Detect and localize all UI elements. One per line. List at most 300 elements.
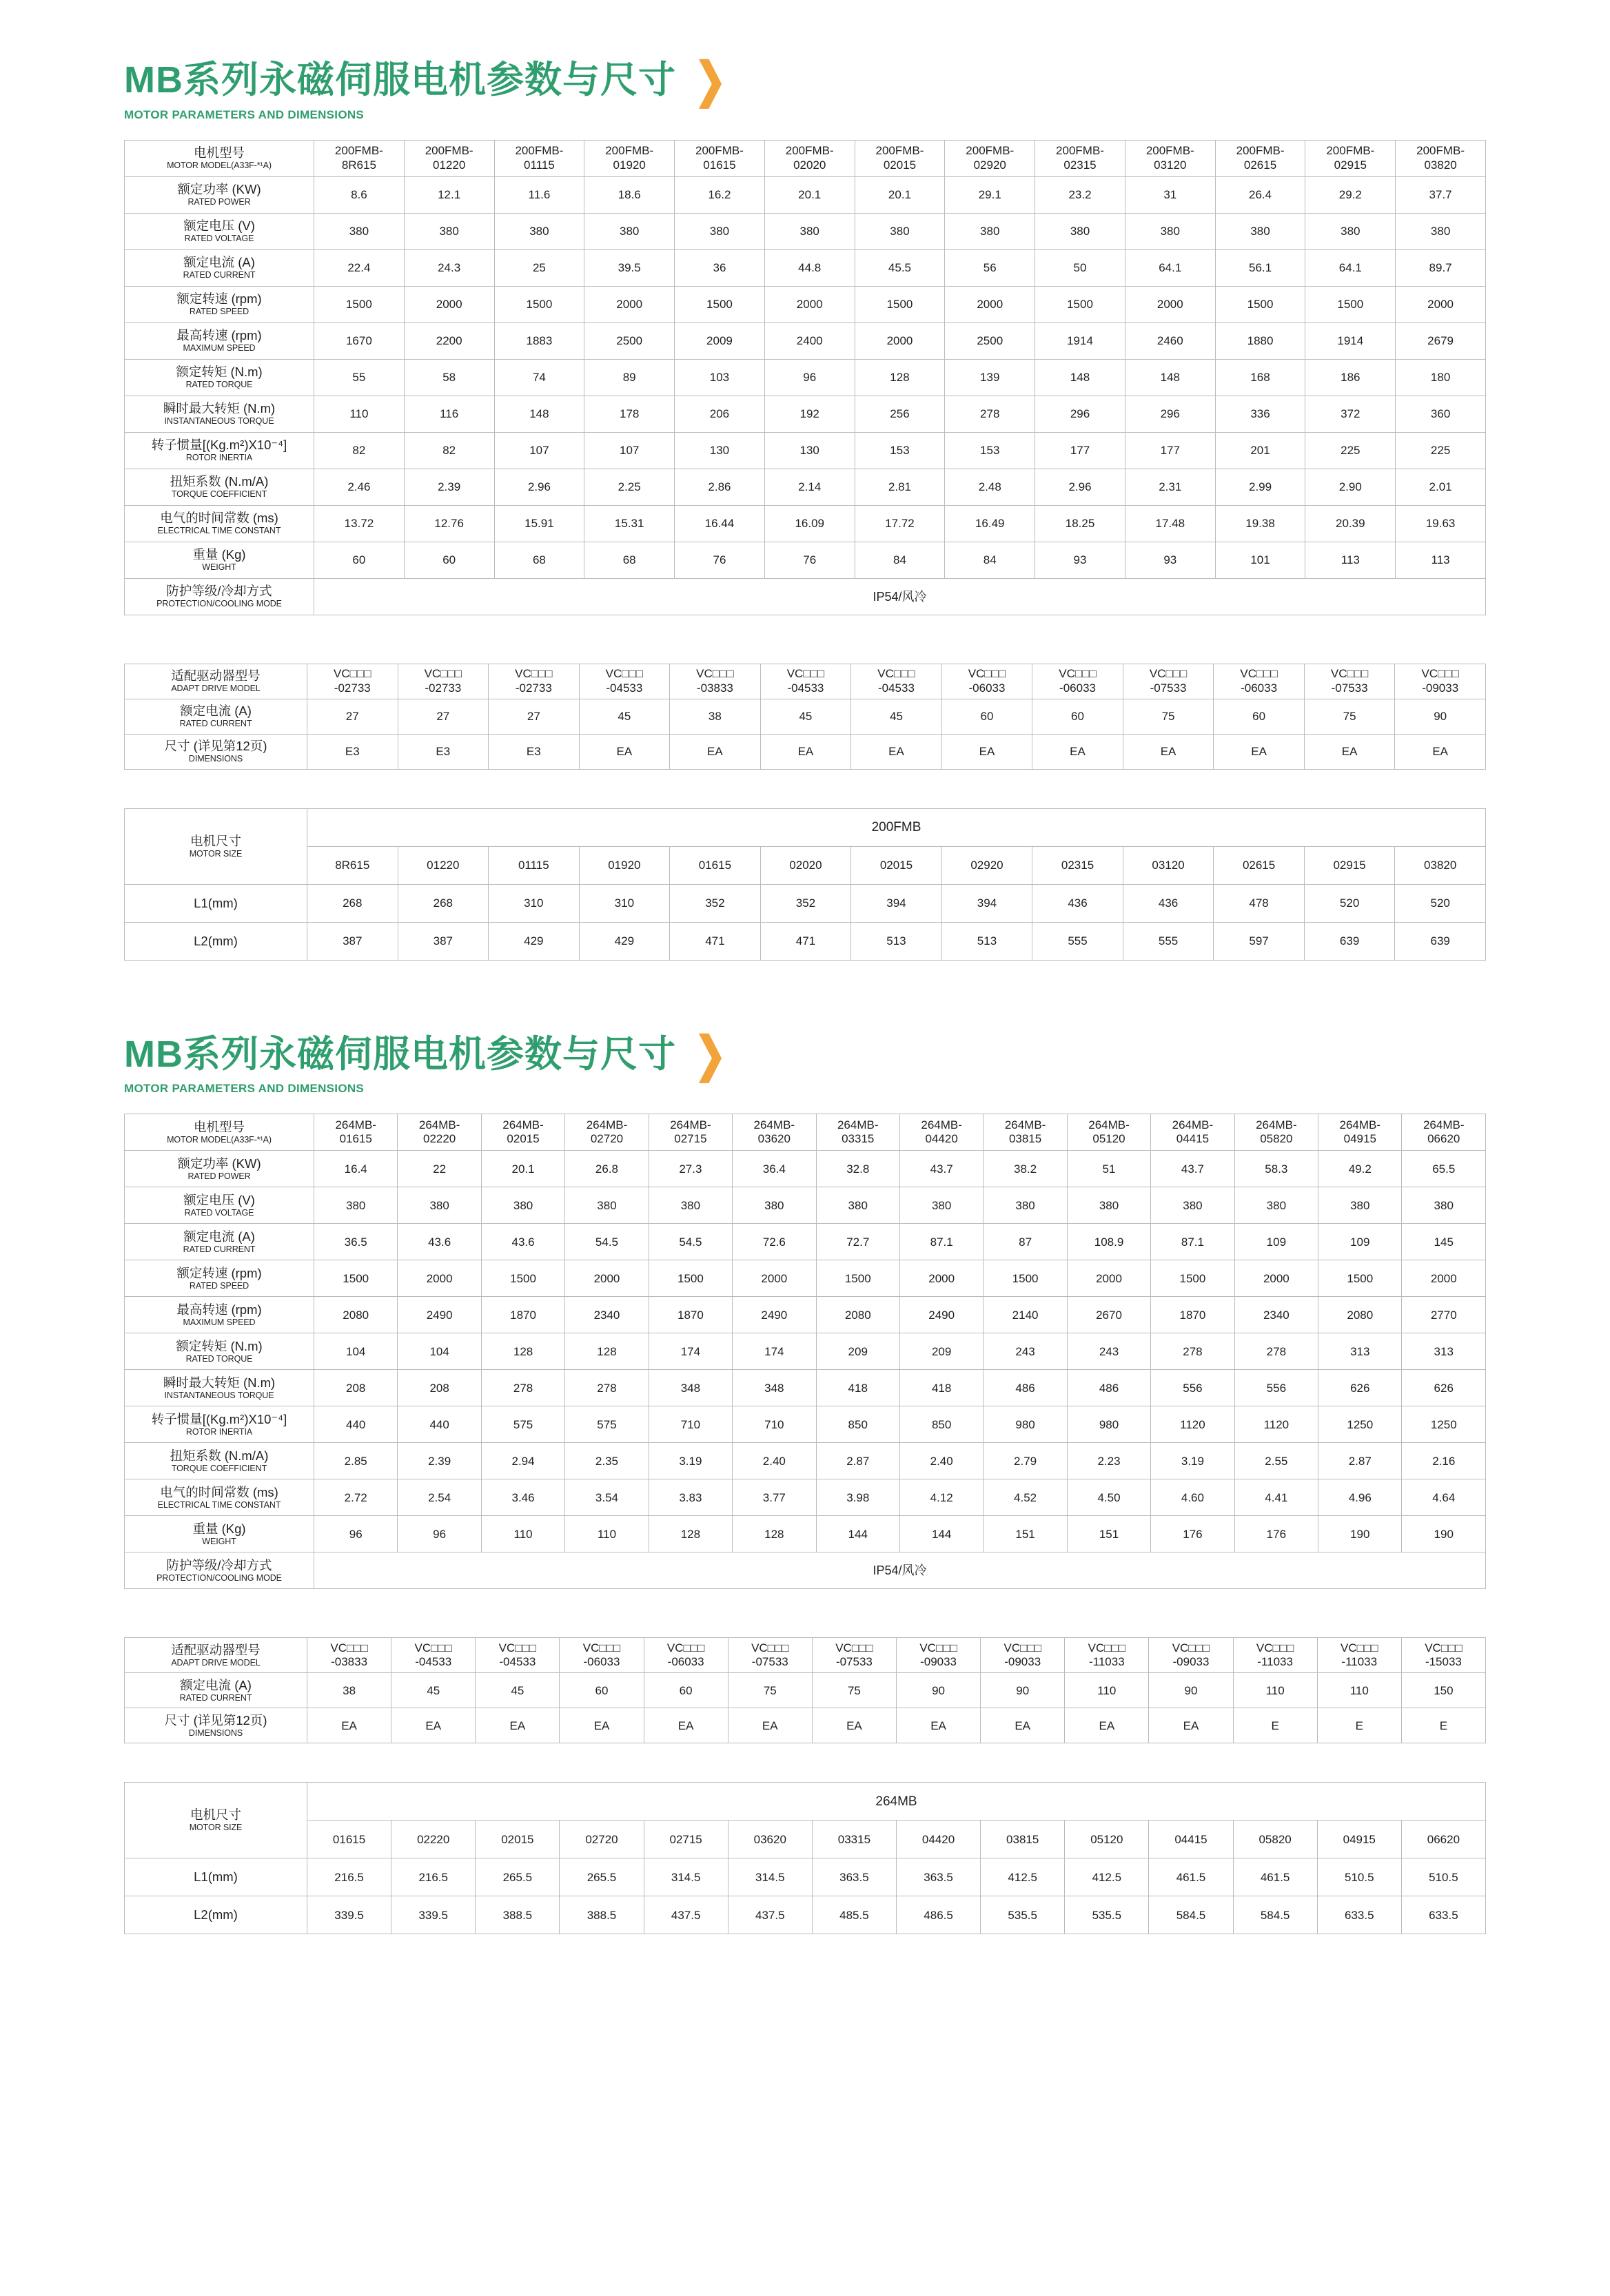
data-cell: 348 [733, 1370, 816, 1406]
data-cell: 639 [1304, 922, 1395, 960]
model-header-cell [481, 1114, 564, 1151]
row-label-en: RATED VOLTAGE [184, 1207, 254, 1218]
data-cell: 20.1 [855, 176, 945, 213]
drive-suffix: -06033 [1059, 681, 1096, 695]
data-cell: 1870 [1151, 1297, 1234, 1333]
table-row [125, 1708, 1486, 1743]
row-label [125, 1638, 307, 1673]
data-cell: 1500 [816, 1260, 899, 1297]
data-cell: 3.19 [1151, 1443, 1234, 1479]
data-cell: 2.14 [764, 469, 855, 505]
data-cell: 16.4 [314, 1151, 398, 1187]
drive-suffix: -11033 [1088, 1655, 1125, 1669]
chevron-right-icon: ❯ [693, 52, 726, 107]
row-label-en: MAXIMUM SPEED [183, 1317, 256, 1327]
model-header-cell [1318, 1114, 1402, 1151]
data-cell: 168 [1215, 359, 1305, 396]
drive-prefix: VC□□□ [1059, 667, 1097, 681]
model-header-cell [1067, 1114, 1150, 1151]
data-cell: 4.41 [1234, 1479, 1318, 1516]
drive-model-cell [981, 1638, 1065, 1673]
data-cell: 265.5 [476, 1858, 560, 1896]
size-code-cell: 02015 [476, 1821, 560, 1858]
drive-suffix: -11033 [1341, 1655, 1378, 1669]
data-cell: 87.1 [1151, 1224, 1234, 1260]
data-cell: 278 [565, 1370, 649, 1406]
data-cell: 82 [404, 432, 494, 469]
data-cell: 1500 [984, 1260, 1067, 1297]
table-row [125, 286, 1486, 322]
data-cell: 15.91 [494, 505, 584, 542]
data-cell: 1870 [649, 1297, 732, 1333]
data-cell: 2.72 [314, 1479, 398, 1516]
data-cell: 60 [941, 699, 1032, 734]
data-cell: 144 [816, 1516, 899, 1552]
data-cell: 60 [644, 1673, 728, 1708]
row-label-en: MOTOR SIZE [189, 1823, 243, 1833]
data-cell: 178 [584, 396, 675, 432]
data-cell: 486.5 [896, 1896, 980, 1934]
data-cell: 1500 [675, 286, 765, 322]
data-cell: 1500 [1318, 1260, 1402, 1297]
size-row-label-text: L2(mm) [194, 933, 238, 948]
model-suffix: 02020 [793, 158, 826, 172]
row-label-cn: 额定电流 (A) [180, 1677, 252, 1692]
data-cell: 75 [1123, 699, 1214, 734]
data-cell: 60 [404, 542, 494, 578]
drive-prefix: VC□□□ [1256, 1641, 1294, 1654]
drive-prefix: VC□□□ [877, 667, 915, 681]
row-label [125, 396, 314, 432]
data-cell: 2000 [565, 1260, 649, 1297]
table-row [125, 505, 1486, 542]
data-cell: 113 [1396, 542, 1486, 578]
row-label [125, 1673, 307, 1708]
data-cell: 1120 [1151, 1406, 1234, 1443]
data-cell: 128 [855, 359, 945, 396]
data-cell: E [1317, 1708, 1401, 1743]
model-prefix: 264MB- [670, 1118, 711, 1131]
table-row [125, 1516, 1486, 1552]
data-cell: 2460 [1125, 322, 1215, 359]
data-cell: 13.72 [314, 505, 405, 542]
size-code-cell: 02920 [941, 846, 1032, 884]
row-label [125, 1516, 314, 1552]
data-cell: 58.3 [1234, 1151, 1318, 1187]
data-cell: 485.5 [812, 1896, 896, 1934]
data-cell: EA [1214, 734, 1305, 769]
data-cell: 148 [1035, 359, 1125, 396]
drive-suffix: -02733 [334, 681, 371, 695]
data-cell: 16.09 [764, 505, 855, 542]
drive-suffix: -09033 [1004, 1655, 1041, 1669]
data-cell: 84 [855, 542, 945, 578]
size-code-cell: 03120 [1123, 846, 1214, 884]
model-header-cell [1402, 1114, 1486, 1151]
table-row [125, 1552, 1486, 1589]
data-cell: 268 [307, 884, 398, 922]
model-suffix: 03620 [757, 1132, 791, 1146]
data-cell: 176 [1234, 1516, 1318, 1552]
data-cell: 93 [1125, 542, 1215, 578]
data-cell: 177 [1125, 432, 1215, 469]
data-cell: 440 [398, 1406, 481, 1443]
data-cell: 461.5 [1233, 1858, 1317, 1896]
row-label-en: MOTOR MODEL(A33F-*¹A) [167, 161, 272, 171]
size-code-cell: 02220 [391, 1821, 476, 1858]
data-cell: 2490 [398, 1297, 481, 1333]
data-cell: 980 [984, 1406, 1067, 1443]
drive-suffix: -15033 [1425, 1655, 1462, 1669]
data-cell: EA [728, 1708, 812, 1743]
data-cell: 2.87 [816, 1443, 899, 1479]
data-cell: 2080 [1318, 1297, 1402, 1333]
row-label-cn: 额定转矩 (N.m) [176, 365, 263, 380]
data-cell: 363.5 [812, 1858, 896, 1896]
data-cell: 201 [1215, 432, 1305, 469]
size-code-cell: 04420 [896, 1821, 980, 1858]
data-cell: 74 [494, 359, 584, 396]
data-cell: 348 [649, 1370, 732, 1406]
model-suffix: 8R615 [341, 158, 376, 172]
data-cell: 513 [851, 922, 942, 960]
data-cell: 1250 [1318, 1406, 1402, 1443]
row-label [125, 1443, 314, 1479]
motor-parameters-table [124, 1114, 1486, 1589]
drive-prefix: VC□□□ [1240, 667, 1278, 681]
data-cell: 2000 [855, 322, 945, 359]
row-label [125, 432, 314, 469]
data-cell: 110 [1233, 1673, 1317, 1708]
model-prefix: 264MB- [1423, 1118, 1465, 1131]
data-cell: 310 [489, 884, 580, 922]
data-cell: 555 [1032, 922, 1123, 960]
model-prefix: 200FMB- [334, 144, 383, 158]
data-cell: 1500 [494, 286, 584, 322]
drive-model-cell [579, 664, 670, 699]
data-cell: 243 [984, 1333, 1067, 1370]
data-cell: 412.5 [1065, 1858, 1149, 1896]
data-cell: 437.5 [644, 1896, 728, 1934]
data-cell: 55 [314, 359, 405, 396]
data-cell: 25 [494, 249, 584, 286]
size-group-title: 264MB [307, 1783, 1486, 1821]
sections-root [124, 52, 1486, 1934]
data-cell: 2.90 [1305, 469, 1396, 505]
row-label-en: ELECTRICAL TIME CONSTANT [157, 526, 281, 536]
data-cell: 513 [941, 922, 1032, 960]
drive-model-cell [1233, 1638, 1317, 1673]
data-cell: 18.25 [1035, 505, 1125, 542]
drive-suffix: -04533 [499, 1655, 536, 1669]
data-cell: 20.39 [1305, 505, 1396, 542]
table-row [125, 1821, 1486, 1858]
model-suffix: 01220 [433, 158, 466, 172]
data-cell: 18.6 [584, 176, 675, 213]
data-cell: 225 [1396, 432, 1486, 469]
data-cell: 1500 [314, 286, 405, 322]
drive-model-cell [728, 1638, 812, 1673]
drive-suffix: -06033 [667, 1655, 704, 1669]
model-prefix: 200FMB- [1416, 144, 1465, 158]
data-cell: 45 [476, 1673, 560, 1708]
row-label-cn: 重量 (Kg) [192, 547, 246, 562]
data-cell: 4.12 [899, 1479, 983, 1516]
data-cell: 8.6 [314, 176, 405, 213]
size-code-cell: 03820 [1395, 846, 1486, 884]
data-cell: 2.79 [984, 1443, 1067, 1479]
data-cell: 72.7 [816, 1224, 899, 1260]
data-cell: 2.54 [398, 1479, 481, 1516]
row-label [125, 322, 314, 359]
table-row [125, 1114, 1486, 1151]
data-cell: EA [579, 734, 670, 769]
model-prefix: 264MB- [1172, 1118, 1214, 1131]
data-cell: 43.6 [481, 1224, 564, 1260]
data-cell: 3.46 [481, 1479, 564, 1516]
data-cell: 84 [945, 542, 1035, 578]
data-cell: 2080 [816, 1297, 899, 1333]
data-cell: 380 [855, 213, 945, 249]
data-cell: 2.46 [314, 469, 405, 505]
drive-prefix: VC□□□ [835, 1641, 873, 1654]
data-cell: 82 [314, 432, 405, 469]
drive-model-cell [476, 1638, 560, 1673]
drive-model-cell [1401, 1638, 1485, 1673]
table-row [125, 1151, 1486, 1187]
data-cell: 314.5 [644, 1858, 728, 1896]
table-row [125, 396, 1486, 432]
data-cell: 2.31 [1125, 469, 1215, 505]
data-cell: 1670 [314, 322, 405, 359]
spacer [124, 1743, 1486, 1782]
data-cell: 626 [1402, 1370, 1486, 1406]
data-cell: 278 [481, 1370, 564, 1406]
data-cell: 2.40 [733, 1443, 816, 1479]
row-label-cn: 额定电压 (V) [183, 1192, 255, 1207]
row-label-en: TORQUE COEFFICIENT [171, 1463, 267, 1473]
row-label [125, 1333, 314, 1370]
model-prefix: 264MB- [418, 1118, 460, 1131]
size-code-cell: 04415 [1149, 1821, 1233, 1858]
row-label-cn: 最高转速 (rpm) [176, 328, 262, 343]
data-cell: 2.39 [404, 469, 494, 505]
drive-model-cell [1149, 1638, 1233, 1673]
row-label-en: ROTOR INERTIA [185, 453, 253, 463]
drive-model-cell [670, 664, 761, 699]
model-prefix: 264MB- [502, 1118, 544, 1131]
data-cell: 20.1 [764, 176, 855, 213]
data-cell: 556 [1234, 1370, 1318, 1406]
data-cell: 4.64 [1402, 1479, 1486, 1516]
data-cell: 339.5 [391, 1896, 476, 1934]
data-cell: 107 [584, 432, 675, 469]
row-label-cn: 电气的时间常数 (ms) [160, 511, 278, 526]
data-cell: 2.55 [1234, 1443, 1318, 1479]
row-label-cn: 额定电压 (V) [183, 218, 255, 234]
data-cell: 2.23 [1067, 1443, 1150, 1479]
data-cell: 38 [670, 699, 761, 734]
table-row [125, 249, 1486, 286]
data-cell: 190 [1402, 1516, 1486, 1552]
protection-cooling-value: IP54/风冷 [314, 578, 1486, 615]
data-cell: 380 [899, 1187, 983, 1224]
model-prefix: 200FMB- [515, 144, 564, 158]
row-label-cn: 尺寸 (详见第12页) [164, 739, 267, 754]
drive-model-cell [489, 664, 580, 699]
data-cell: 216.5 [391, 1858, 476, 1896]
drive-suffix: -03833 [331, 1655, 368, 1669]
row-label-en: ADAPT DRIVE MODEL [171, 1657, 261, 1668]
data-cell: 850 [816, 1406, 899, 1443]
data-cell: 2.35 [565, 1443, 649, 1479]
data-cell: 26.4 [1215, 176, 1305, 213]
data-cell: 54.5 [649, 1224, 732, 1260]
size-code-cell: 02615 [1214, 846, 1305, 884]
data-cell: 68 [584, 542, 675, 578]
data-cell: 96 [764, 359, 855, 396]
data-cell: 216.5 [307, 1858, 391, 1896]
row-label [125, 1406, 314, 1443]
data-cell: 1500 [1035, 286, 1125, 322]
data-cell: 64.1 [1305, 249, 1396, 286]
model-prefix: 264MB- [1004, 1118, 1046, 1131]
data-cell: 3.77 [733, 1479, 816, 1516]
drive-suffix: -02733 [515, 681, 552, 695]
data-cell: 2490 [733, 1297, 816, 1333]
size-row-label [125, 1858, 307, 1896]
data-cell: 4.60 [1151, 1479, 1234, 1516]
table-row [125, 542, 1486, 578]
drive-model-cell [1304, 664, 1395, 699]
adapt-drive-table [124, 1637, 1486, 1743]
row-label-en: RATED POWER [187, 197, 251, 207]
model-prefix: 264MB- [335, 1118, 376, 1131]
size-row-label [125, 884, 307, 922]
model-header-cell [1396, 140, 1486, 176]
data-cell: 314.5 [728, 1858, 812, 1896]
data-cell: 43.7 [899, 1151, 983, 1187]
data-cell: 37.7 [1396, 176, 1486, 213]
row-label-en: ROTOR INERTIA [185, 1426, 253, 1437]
model-suffix: 01115 [524, 158, 555, 172]
model-prefix: 200FMB- [785, 144, 834, 158]
data-cell: 352 [670, 884, 761, 922]
drive-prefix: VC□□□ [751, 1641, 789, 1654]
section-2 [124, 1027, 1486, 1935]
page-subtitle: MOTOR PARAMETERS AND DIMENSIONS [124, 107, 365, 121]
data-cell: 29.2 [1305, 176, 1396, 213]
data-cell: E3 [398, 734, 489, 769]
data-cell: 2.86 [675, 469, 765, 505]
data-cell: 471 [760, 922, 851, 960]
data-cell: 87.1 [899, 1224, 983, 1260]
drive-prefix: VC□□□ [1172, 1641, 1210, 1654]
table-row [125, 432, 1486, 469]
size-code-cell: 01615 [670, 846, 761, 884]
drive-model-cell [1317, 1638, 1401, 1673]
data-cell: 2009 [675, 322, 765, 359]
data-cell: 45 [851, 699, 942, 734]
data-cell: EA [560, 1708, 644, 1743]
model-prefix: 200FMB- [605, 144, 654, 158]
data-cell: 633.5 [1401, 1896, 1485, 1934]
data-cell: 93 [1035, 542, 1125, 578]
data-cell: 2.99 [1215, 469, 1305, 505]
data-cell: 68 [494, 542, 584, 578]
drive-prefix: VC□□□ [605, 667, 644, 681]
data-cell: 380 [1234, 1187, 1318, 1224]
size-code-cell: 04915 [1317, 1821, 1401, 1858]
data-cell: 192 [764, 396, 855, 432]
data-cell: 11.6 [494, 176, 584, 213]
data-cell: 75 [1304, 699, 1395, 734]
data-cell: 380 [404, 213, 494, 249]
model-suffix: 02920 [973, 158, 1006, 172]
data-cell: 380 [1125, 213, 1215, 249]
row-label-en: ELECTRICAL TIME CONSTANT [157, 1499, 281, 1510]
row-label-en: MOTOR MODEL(A33F-*¹A) [167, 1134, 272, 1145]
size-row-label-text: L2(mm) [194, 1907, 238, 1923]
data-cell: 429 [579, 922, 670, 960]
data-cell: 2.39 [398, 1443, 481, 1479]
row-label-en: TORQUE COEFFICIENT [171, 489, 267, 500]
model-header-cell [1125, 140, 1215, 176]
data-cell: 45 [760, 699, 851, 734]
data-cell: 130 [675, 432, 765, 469]
drive-suffix: -04533 [877, 681, 915, 695]
data-cell: 2340 [1234, 1297, 1318, 1333]
data-cell: EA [670, 734, 761, 769]
row-label-en: PROTECTION/COOLING MODE [156, 599, 282, 609]
data-cell: EA [476, 1708, 560, 1743]
drive-model-cell [851, 664, 942, 699]
data-cell: 109 [1318, 1224, 1402, 1260]
drive-model-cell [307, 1638, 391, 1673]
data-cell: 96 [314, 1516, 398, 1552]
data-cell: 380 [945, 213, 1035, 249]
data-cell: 150 [1401, 1673, 1485, 1708]
table-row [125, 1260, 1486, 1297]
data-cell: EA [1123, 734, 1214, 769]
data-cell: 108.9 [1067, 1224, 1150, 1260]
data-cell: 103 [675, 359, 765, 396]
data-cell: 2.01 [1396, 469, 1486, 505]
model-suffix: 03315 [842, 1132, 875, 1146]
data-cell: 380 [733, 1187, 816, 1224]
data-cell: 380 [816, 1187, 899, 1224]
data-cell: 1500 [1305, 286, 1396, 322]
table-row [125, 469, 1486, 505]
data-cell: 380 [398, 1187, 481, 1224]
drive-prefix: VC□□□ [919, 1641, 957, 1654]
row-label-cn: 扭矩系数 (N.m/A) [170, 1448, 269, 1463]
data-cell: 633.5 [1317, 1896, 1401, 1934]
model-suffix: 02220 [422, 1132, 456, 1146]
row-label-en: INSTANTANEOUS TORQUE [164, 1390, 274, 1400]
row-label [125, 1479, 314, 1516]
data-cell: E3 [307, 734, 398, 769]
data-cell: 2.94 [481, 1443, 564, 1479]
data-cell: 89 [584, 359, 675, 396]
table-row [125, 578, 1486, 615]
drive-model-cell [1065, 1638, 1149, 1673]
data-cell: 130 [764, 432, 855, 469]
row-label-cn: 防护等级/冷却方式 [166, 1557, 272, 1572]
row-label [125, 542, 314, 578]
data-cell: 2000 [1402, 1260, 1486, 1297]
data-cell: 60 [1032, 699, 1123, 734]
